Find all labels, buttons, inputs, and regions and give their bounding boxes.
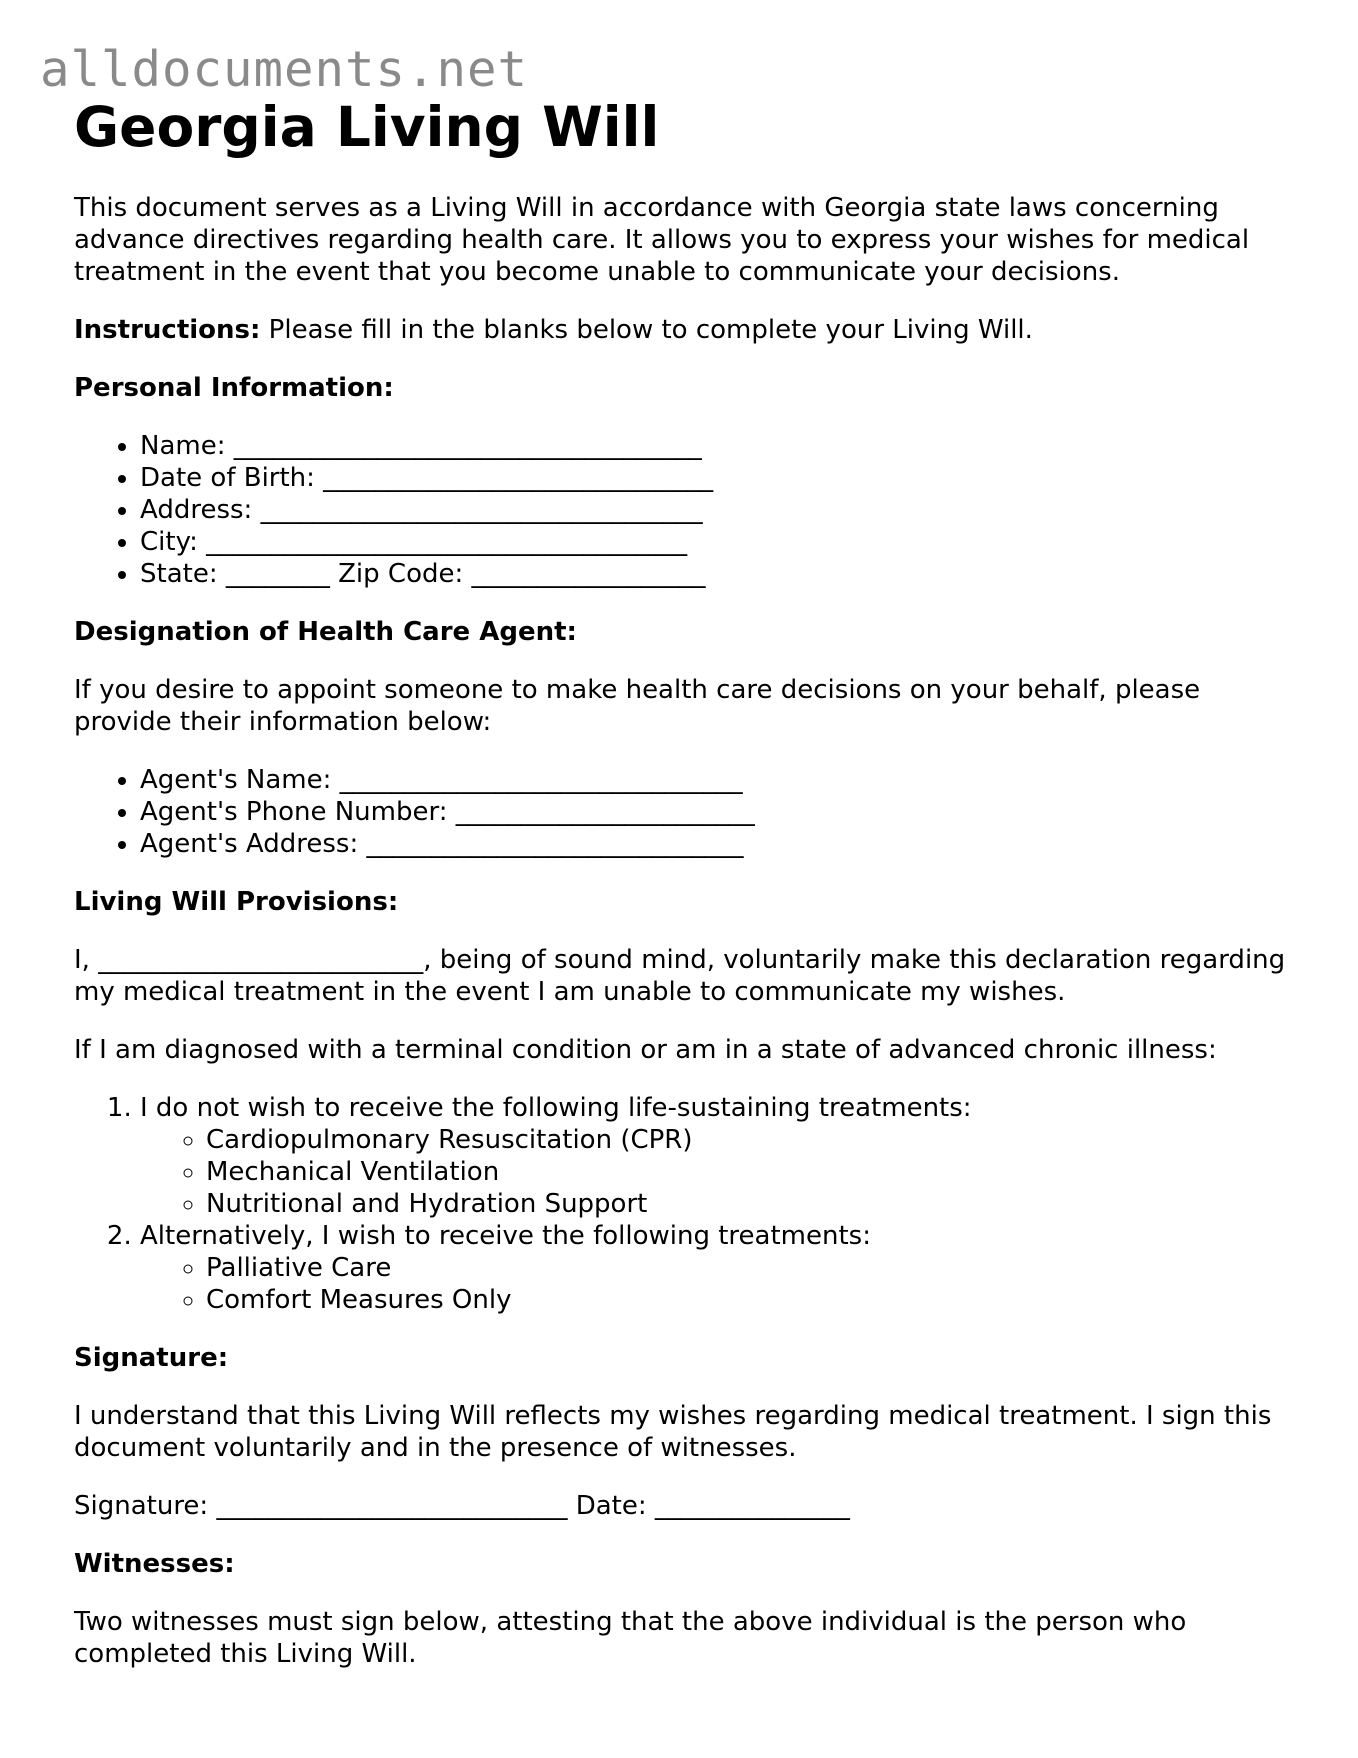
declined-treatment-cpr: ◦ Cardiopulmonary Resuscitation (CPR) <box>206 1124 1294 1156</box>
treatment-item-1-label: I do not wish to receive the following life-sustaining treatments: <box>140 1093 972 1123</box>
instructions-text: Please fill in the blanks below to complete your Living Will. <box>260 315 1033 345</box>
condition-paragraph: If I am diagnosed with a terminal condition or am in a state of advanced chronic illness: <box>74 1035 1217 1065</box>
agent-info-list <box>74 764 1294 860</box>
instructions-label: Instructions: <box>74 315 261 345</box>
accepted-treatment-palliative: ◦ Palliative Care <box>206 1252 1294 1284</box>
address-field[interactable]: • Address: __________________________________ <box>140 494 1294 526</box>
treatment-list <box>74 1092 1294 1316</box>
declined-treatment-nutrition: ◦ Nutritional and Hydration Support <box>206 1188 1294 1220</box>
witnesses-paragraph: Two witnesses must sign below, attesting that the above individual is the person who completed this Living Will. <box>74 1607 1187 1669</box>
treatment-item-2-label: Alternatively, I wish to receive the following treatments: <box>140 1221 871 1251</box>
personal-info-list <box>74 430 1294 590</box>
agent-phone-field[interactable]: • Agent's Phone Number: _______________________ <box>140 796 1294 828</box>
instructions-paragraph <box>74 314 1294 346</box>
agent-address-field[interactable]: • Agent's Address: _____________________________ <box>140 828 1294 860</box>
city-field[interactable]: • City: _____________________________________ <box>140 526 1294 558</box>
signature-date-field[interactable]: Signature: ___________________________ Date: _______________ <box>74 1491 850 1521</box>
intro-paragraph: This document serves as a Living Will in accordance with Georgia state laws concerning advance directives regarding health care. It allows you to express your wishes for medical treatment in the event that you become unable to communicate your decisions. <box>74 193 1250 287</box>
document-page <box>74 92 1294 1696</box>
accepted-treatment-comfort: ◦ Comfort Measures Only <box>206 1284 1294 1316</box>
declined-treatment-ventilation: ◦ Mechanical Ventilation <box>206 1156 1294 1188</box>
witnesses-heading: Witnesses: <box>74 1549 235 1579</box>
state-zip-field[interactable]: • State: ________ Zip Code: __________________ <box>140 558 1294 590</box>
watermark: alldocuments.net <box>40 41 529 98</box>
page-title: Georgia Living Will <box>74 95 660 159</box>
treatment-item-2 <box>140 1220 1294 1316</box>
signature-heading: Signature: <box>74 1343 229 1373</box>
personal-info-heading: Personal Information: <box>74 373 394 403</box>
dob-field[interactable]: • Date of Birth: ______________________________ <box>140 462 1294 494</box>
declined-treatments-list <box>140 1124 1294 1220</box>
treatment-item-1 <box>140 1092 1294 1220</box>
signature-paragraph: I understand that this Living Will reflects my wishes regarding medical treatment. I sign this document voluntarily and in the presence of witnesses. <box>74 1401 1272 1463</box>
agent-intro: If you desire to appoint someone to make health care decisions on your behalf, please provide their information below: <box>74 675 1201 737</box>
declaration-paragraph[interactable]: I, _________________________, being of sound mind, voluntarily make this declaration regarding my medical treatment in the event I am unable to communicate my wishes. <box>74 945 1286 1007</box>
name-field[interactable]: • Name: ____________________________________ <box>140 430 1294 462</box>
agent-heading: Designation of Health Care Agent: <box>74 617 577 647</box>
accepted-treatments-list <box>140 1252 1294 1316</box>
agent-name-field[interactable]: • Agent's Name: _______________________________ <box>140 764 1294 796</box>
provisions-heading: Living Will Provisions: <box>74 887 399 917</box>
